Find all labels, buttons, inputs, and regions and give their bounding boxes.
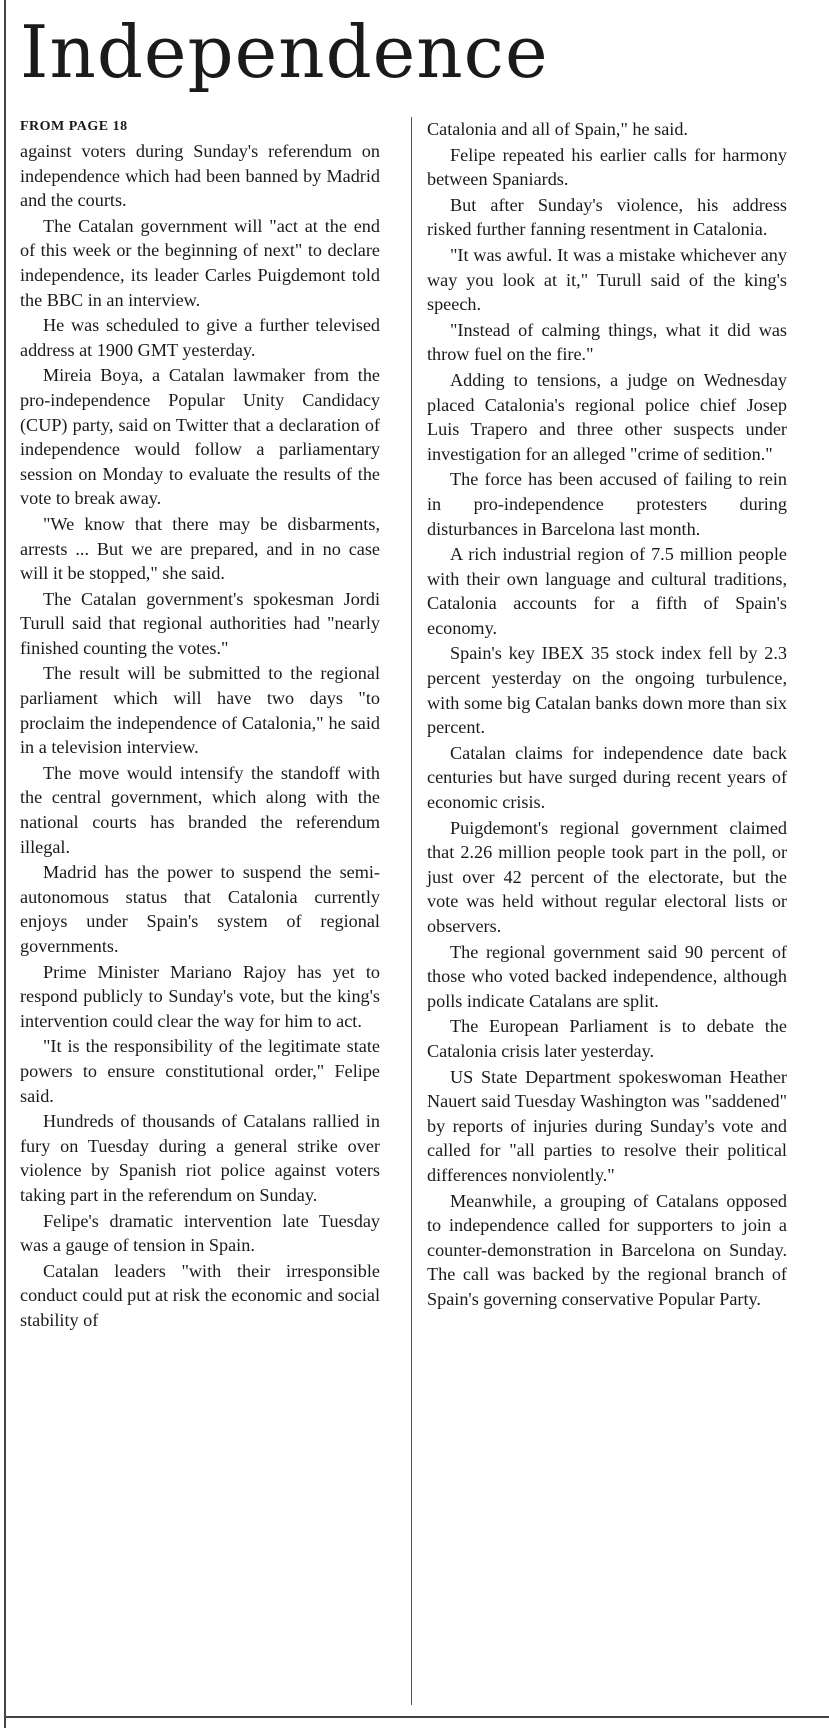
paragraph: The Catalan government's spokesman Jordi Turull said that regional authorities had "nearly finished counting the votes." bbox=[20, 588, 380, 658]
paragraph: The European Parliament is to debate the Catalonia crisis later yesterday. bbox=[427, 1016, 787, 1061]
column-divider bbox=[411, 117, 412, 1705]
paragraph: US State Department spokeswoman Heather Nauert said Tuesday Washington was "saddened" by reports of injuries during Sunday's vote and called for "all parties to resolve their political differences nonviolently." bbox=[427, 1066, 787, 1185]
paragraph: Spain's key IBEX 35 stock index fell by 2.3 percent yesterday on the ongoing turbulence, with some big Catalan banks down more than six percent. bbox=[427, 643, 787, 738]
paragraph: Felipe's dramatic intervention late Tuesday was a gauge of tension in Spain. bbox=[20, 1210, 380, 1256]
paragraph: The result will be submitted to the regional parliament which will have two days "to proclaim the independence of Catalonia," he said in a television interview. bbox=[20, 663, 380, 758]
paragraph: Puigdemont's regional government claimed that 2.26 million people took part in the poll, or just over 42 percent of the electorate, but the vote was held without regular electoral lists or observers. bbox=[427, 817, 787, 936]
article-column-left bbox=[20, 117, 380, 1334]
paragraph: against voters during Sunday's referendum on independence which had been banned by Madrid and the courts. bbox=[20, 141, 380, 211]
paragraph: Adding to tensions, a judge on Wednesday placed Catalonia's regional police chief Josep Luis Trapero and three other suspects under investigation for an alleged "crime of sedition." bbox=[427, 369, 787, 464]
paragraph: The Catalan government will "act at the end of this week or the beginning of next" to declare independence, its leader Carles Puigdemont told the BBC in an interview. bbox=[20, 215, 380, 310]
paragraph: "It is the responsibility of the legitimate state powers to ensure constitutional order," Felipe said. bbox=[20, 1036, 380, 1106]
paragraph: Prime Minister Mariano Rajoy has yet to respond publicly to Sunday's vote, but the king's intervention could clear the way for him to act. bbox=[20, 961, 380, 1031]
paragraph: He was scheduled to give a further televised address at 1900 GMT yesterday. bbox=[20, 315, 380, 360]
jump-line: FROM PAGE 18 bbox=[20, 119, 128, 134]
paragraph: "Instead of calming things, what it did was throw fuel on the fire." bbox=[427, 319, 787, 365]
bottom-border-rule bbox=[4, 1716, 829, 1718]
paragraph: A rich industrial region of 7.5 million people with their own language and cultural traditions, Catalonia accounts for a fifth of Spain's economy. bbox=[427, 544, 787, 638]
left-border-rule bbox=[4, 0, 6, 1728]
paragraph: Hundreds of thousands of Catalans rallied in fury on Tuesday during a general strike over violence by Spanish riot police against voters taking part in the referendum on Sunday. bbox=[20, 1111, 380, 1205]
paragraph: "It was awful. It was a mistake whichever any way you look at it," Turull said of the king's speech. bbox=[427, 244, 787, 315]
paragraph: "We know that there may be disbarments, arrests ... But we are prepared, and in no case will it be stopped," she said. bbox=[20, 513, 380, 584]
paragraph: Felipe repeated his earlier calls for harmony between Spaniards. bbox=[427, 144, 787, 190]
article-column-right bbox=[427, 117, 787, 1313]
paragraph: The force has been accused of failing to rein in pro-independence protesters during disturbances in Barcelona last month. bbox=[427, 469, 787, 539]
paragraph: Madrid has the power to suspend the semi-autonomous status that Catalonia currently enjoys under Spain's system of regional governments. bbox=[20, 862, 380, 956]
paragraph: Catalan leaders "with their irresponsible conduct could put at risk the economic and social stability of bbox=[20, 1260, 380, 1330]
paragraph: But after Sunday's violence, his address risked further fanning resentment in Catalonia. bbox=[427, 194, 787, 240]
paragraph: Catalan claims for independence date back centuries but have surged during recent years of economic crisis. bbox=[427, 742, 787, 813]
paragraph: The move would intensify the standoff with the central government, which along with the national courts has branded the referendum illegal. bbox=[20, 762, 380, 857]
paragraph: Catalonia and all of Spain," he said. bbox=[427, 119, 688, 139]
paragraph: Meanwhile, a grouping of Catalans opposed to independence called for supporters to join a counter-demonstration in Barcelona on Sunday. The call was backed by the regional branch of Spain's governing conservative Popular Party. bbox=[427, 1190, 787, 1309]
paragraph: Mireia Boya, a Catalan lawmaker from the pro-independence Popular Unity Candidacy (CUP) party, said on Twitter that a declaration of independence would follow a parliamentary session on Monday to evaluate the results of the vote to break away. bbox=[20, 365, 380, 509]
headline: Independence bbox=[20, 10, 549, 94]
paragraph: The regional government said 90 percent of those who voted backed independence, although polls indicate Catalans are split. bbox=[427, 941, 787, 1011]
